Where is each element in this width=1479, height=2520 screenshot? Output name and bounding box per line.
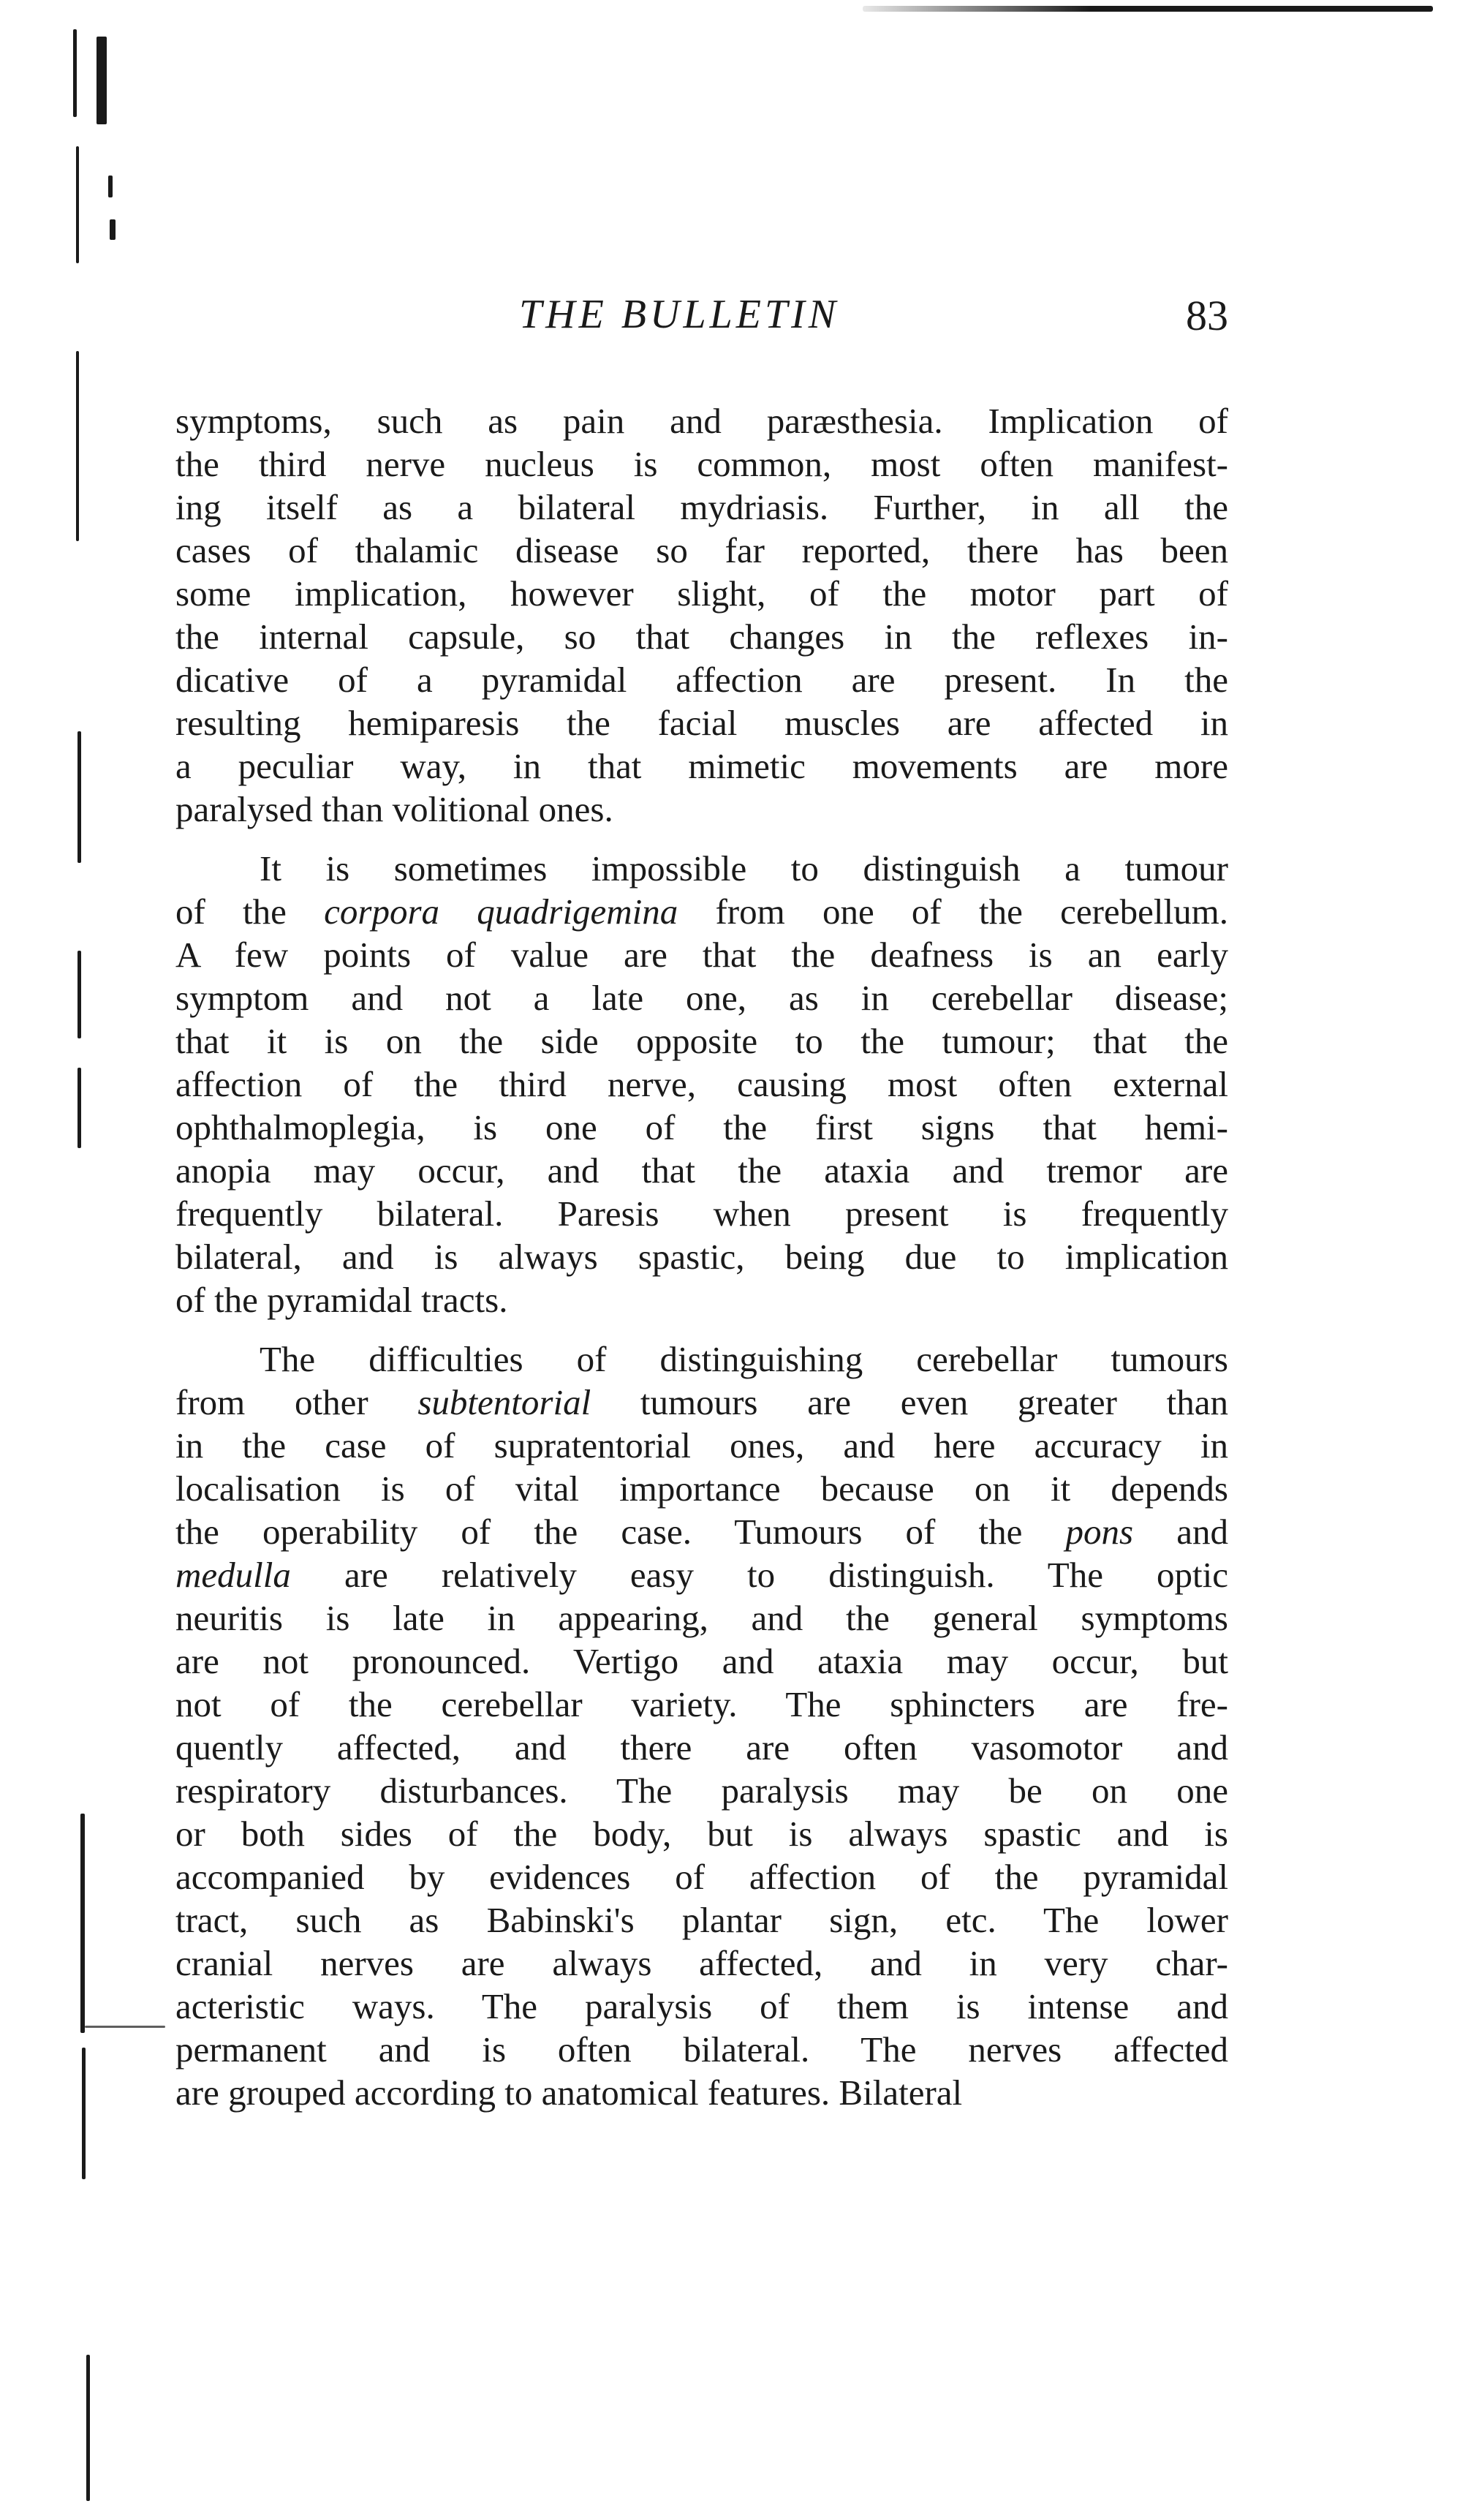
text-segment: of the (175, 891, 325, 932)
text-line (175, 1683, 1228, 1726)
text-line (175, 1769, 1228, 1812)
text-segment: from other (175, 1382, 418, 1422)
italic-term: medulla (175, 1555, 291, 1595)
text-segment: localisation is of vital importance because on it depends (175, 1468, 1228, 1509)
text-line (175, 1192, 1228, 1235)
text-line (175, 1510, 1228, 1553)
italic-term: subtentorial (417, 1382, 591, 1422)
text-segment: accompanied by evidences of affection of the pyramidal (175, 1857, 1228, 1897)
running-title: THE BULLETIN (519, 292, 840, 337)
text-line (175, 1106, 1228, 1149)
text-segment: are grouped according to anatomical features. Bilateral (175, 2072, 963, 2113)
text-line: cases of thalamic disease so far reported, there has been (175, 530, 1228, 570)
text-segment: are not pronounced. Vertigo and ataxia may occur, but (175, 1641, 1228, 1681)
text-line (175, 1985, 1228, 2028)
text-segment: and (1133, 1512, 1229, 1552)
text-line: some implication, however slight, of the motor part of (175, 573, 1228, 614)
text-line (175, 1063, 1228, 1106)
text-line: dicative of a pyramidal affection are present. In the (175, 660, 1228, 700)
italic-term: corpora quadrigemina (324, 891, 678, 932)
text-segment: symptom and not a late one, as in cerebellar disease; (175, 978, 1228, 1018)
text-line (175, 1278, 1228, 1321)
text-line: paralysed than volitional ones. (175, 789, 613, 829)
text-line (175, 1149, 1228, 1192)
text-line (175, 890, 1228, 933)
top-rule (863, 6, 1433, 12)
text-line: resulting hemiparesis the facial muscles are affected in (175, 703, 1228, 743)
text-line (175, 1898, 1228, 1942)
text-line: symptoms, such as pain and paræsthesia. Implication of (175, 401, 1228, 441)
text-segment: that it is on the side opposite to the tumour; that the (175, 1021, 1228, 1061)
text-line: the third nerve nucleus is common, most often manifest- (175, 444, 1228, 484)
text-line (175, 1726, 1228, 1769)
text-segment: cranial nerves are always affected, and in very char- (175, 1943, 1228, 1983)
text-line: the internal capsule, so that changes in the reflexes in- (175, 616, 1228, 657)
text-line (175, 1942, 1228, 1985)
text-line: ing itself as a bilateral mydriasis. Further, in all the (175, 487, 1228, 527)
text-segment: in the case of supratentorial ones, and here accuracy in (175, 1425, 1228, 1465)
text-line (175, 1467, 1228, 1510)
text-segment: acteristic ways. The paralysis of them is intense and (175, 1986, 1228, 2026)
text-segment: tract, such as Babinski's plantar sign, etc. The lower (175, 1900, 1228, 1940)
text-segment: bilateral, and is always spastic, being due to implication (175, 1237, 1228, 1277)
text-segment: affection of the third nerve, causing most often external (175, 1064, 1228, 1104)
text-segment: the operability of the case. Tumours of the (175, 1512, 1066, 1552)
text-line (175, 1855, 1228, 1898)
text-line (175, 1596, 1228, 1640)
text-line (175, 976, 1228, 1019)
text-segment: A few points of value are that the deafness is an early (175, 935, 1228, 975)
text-line (175, 1338, 1228, 1381)
text-segment: from one of the cerebellum. (678, 891, 1228, 932)
text-line (175, 1640, 1228, 1683)
text-line (175, 847, 1228, 890)
text-segment: ophthalmoplegia, is one of the first signs that hemi- (175, 1107, 1228, 1147)
text-line: a peculiar way, in that mimetic movements are more (175, 746, 1228, 786)
text-segment: The difficulties of distinguishing cerebellar tumours (260, 1339, 1228, 1379)
text-segment: permanent and is often bilateral. The nerves affected (175, 2029, 1228, 2070)
text-segment: or both sides of the body, but is always spastic and is (175, 1814, 1228, 1854)
text-segment: anopia may occur, and that the ataxia and tremor are (175, 1150, 1228, 1191)
paragraph-1 (175, 399, 1228, 831)
paragraph-2 (175, 847, 1228, 1321)
text-line (175, 2028, 1228, 2071)
text-segment: tumours are even greater than (591, 1382, 1228, 1422)
text-segment: frequently bilateral. Paresis when present is frequently (175, 1193, 1228, 1234)
text-segment: not of the cerebellar variety. The sphincters are fre- (175, 1684, 1228, 1724)
text-line (175, 933, 1228, 976)
page-number: 83 (1186, 292, 1228, 339)
text-line (175, 1424, 1228, 1467)
text-line (175, 2071, 1228, 2114)
italic-term: pons (1065, 1512, 1134, 1552)
page-header (175, 291, 1228, 350)
text-line (175, 1553, 1228, 1596)
text-segment: It is sometimes impossible to distinguish a tumour (260, 848, 1228, 889)
text-line (175, 1019, 1228, 1063)
paragraph-3 (175, 1338, 1228, 2114)
text-segment: quently affected, and there are often vasomotor and (175, 1727, 1228, 1768)
text-line (175, 1381, 1228, 1424)
text-segment: respiratory disturbances. The paralysis may be on one (175, 1770, 1228, 1811)
text-segment: are relatively easy to distinguish. The optic (290, 1555, 1228, 1595)
text-segment: of the pyramidal tracts. (175, 1280, 508, 1320)
text-segment: neuritis is late in appearing, and the general symptoms (175, 1598, 1228, 1638)
text-line (175, 1812, 1228, 1855)
text-line (175, 1235, 1228, 1278)
body-text (175, 399, 1228, 2130)
